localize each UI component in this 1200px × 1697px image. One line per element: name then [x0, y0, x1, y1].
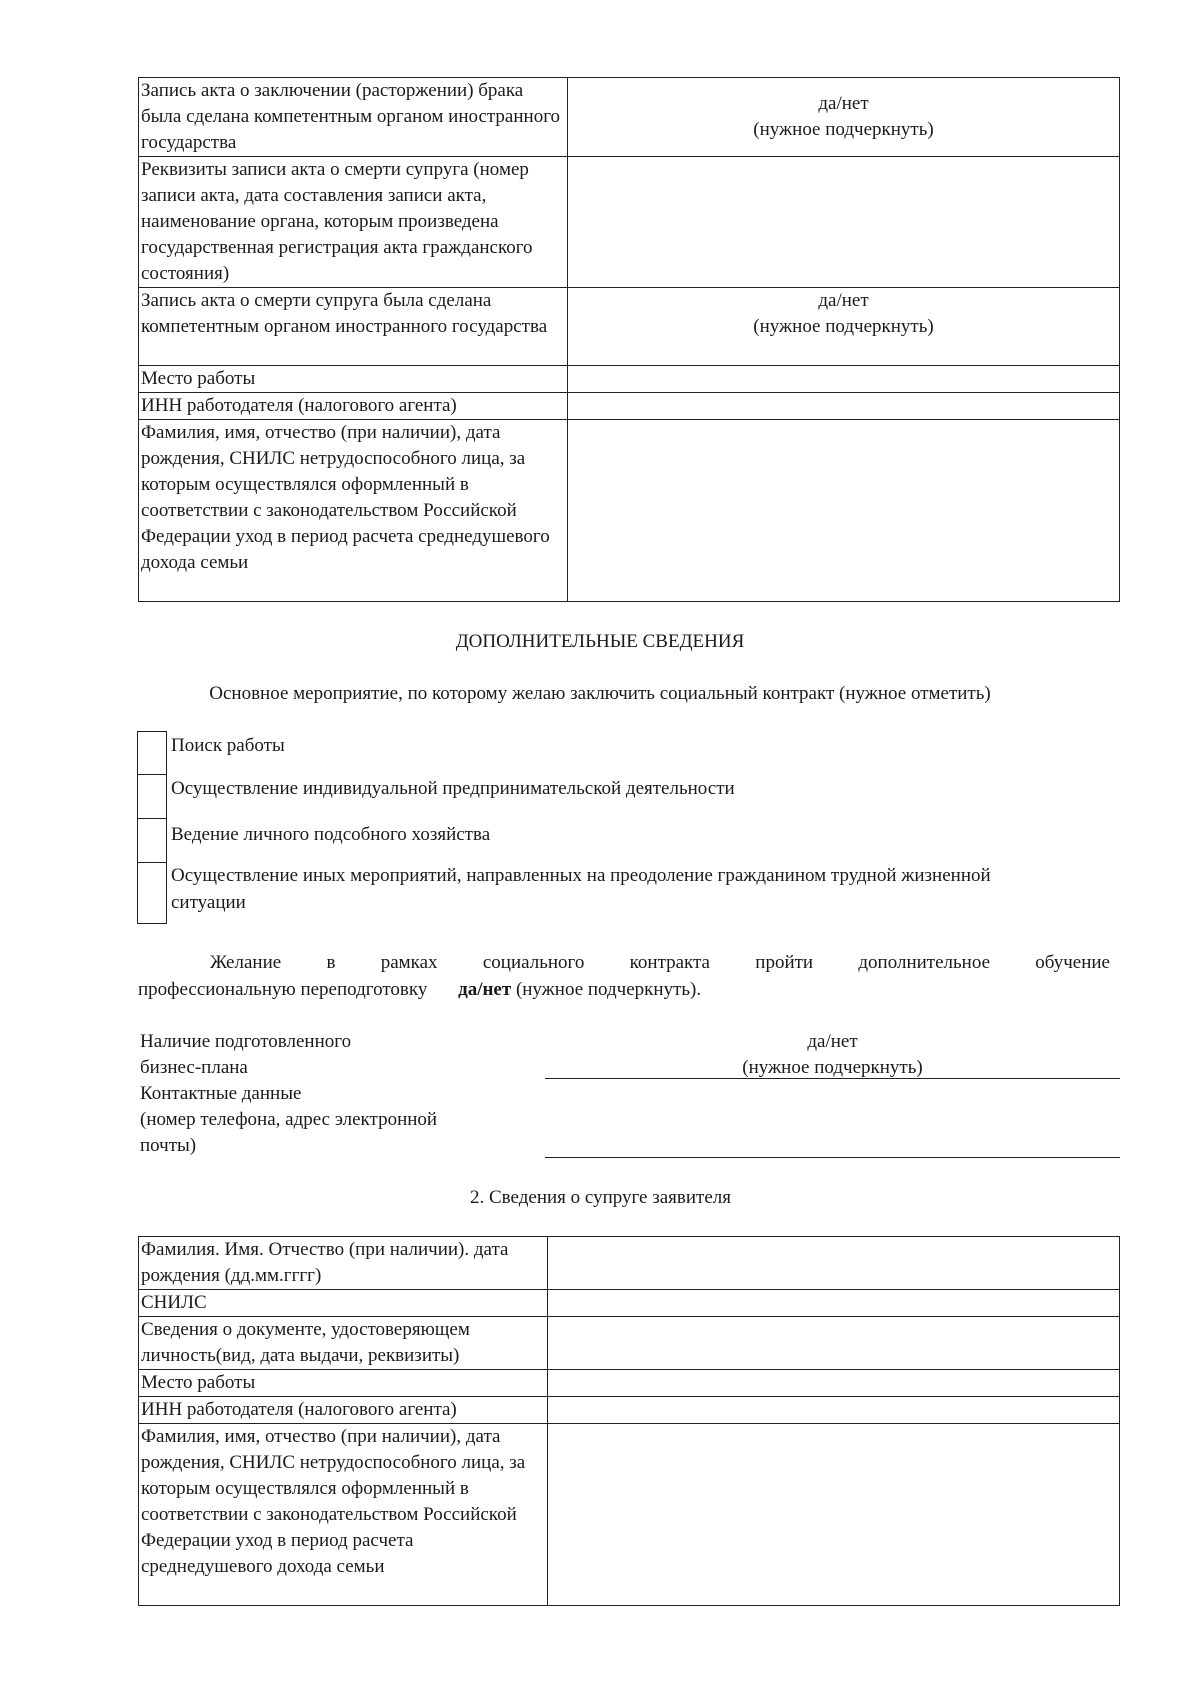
row-label: Место работы [139, 1370, 548, 1397]
additional-info-title: ДОПОЛНИТЕЛЬНЫЕ СВЕДЕНИЯ [455, 631, 745, 652]
business-plan-label-line1: Наличие подготовленного [140, 1031, 352, 1052]
option-label: Осуществление иных мероприятий, направленных на преодоление гражданином трудной жизненной [171, 865, 991, 886]
option-label: Поиск работы [171, 735, 285, 756]
row-label: Фамилия, имя, отчество (при наличии), дата рождения, СНИЛС нетрудоспособного лица, за которым осуществлялся оформленный в соответствии с законодательством Российской Федерации уход в период расчета среднедушевого дохода семьи [139, 420, 568, 602]
section2-title: 2. Сведения о супруге заявителя [470, 1187, 731, 1208]
table-row [139, 366, 1120, 393]
table-row [139, 157, 1120, 288]
value-cell[interactable] [548, 1370, 1120, 1397]
value-cell[interactable] [568, 157, 1120, 288]
table-row [139, 1397, 1120, 1424]
spouse-records-table [138, 77, 1120, 602]
training-answer[interactable]: да/нет [458, 979, 512, 1000]
contacts-label-line2: (номер телефона, адрес электронной [140, 1109, 438, 1130]
checkbox[interactable] [137, 862, 167, 924]
table-row [139, 78, 1120, 157]
main-activity-intro: Основное мероприятие, по которому желаю заключить социальный контракт (нужное отметить) [209, 683, 991, 704]
value-cell[interactable] [548, 1317, 1120, 1370]
value-cell[interactable] [568, 420, 1120, 602]
business-plan-field[interactable] [545, 1029, 1120, 1081]
checkbox[interactable] [137, 818, 167, 863]
row-label: ИНН работодателя (налогового агента) [139, 393, 568, 420]
contacts-field[interactable] [545, 1157, 1120, 1158]
row-label: Место работы [139, 366, 568, 393]
row-label: Фамилия, имя, отчество (при наличии), дата рождения, СНИЛС нетрудоспособного лица, за которым осуществлялся оформленный в соответствии с законодательством Российской Федерации уход в период расчета среднедушевого дохода семьи [139, 1424, 548, 1606]
training-wish-label: профессиональную переподготовку [138, 979, 428, 1000]
table-row [139, 288, 1120, 366]
value-cell[interactable] [548, 1237, 1120, 1290]
value-cell[interactable] [568, 366, 1120, 393]
contacts-label-line3: почты) [140, 1135, 197, 1156]
value-cell[interactable] [568, 393, 1120, 420]
yes-no-note: (нужное подчеркнуть) [753, 119, 934, 140]
row-label: Запись акта о заключении (расторжении) брака была сделана компетентным органом иностранного государства [139, 78, 568, 157]
table-row [139, 420, 1120, 602]
option-label: Ведение личного подсобного хозяйства [171, 824, 491, 845]
spouse-info-table [138, 1236, 1120, 1606]
business-plan-note: (нужное подчеркнуть) [742, 1057, 923, 1078]
table-row [139, 393, 1120, 420]
table-row [139, 1317, 1120, 1370]
table-row [139, 1370, 1120, 1397]
value-cell[interactable] [548, 1397, 1120, 1424]
row-label: Сведения о документе, удостоверяющем личность(вид, дата выдачи, реквизиты) [139, 1317, 548, 1370]
contacts-label-line1: Контактные данные [140, 1083, 302, 1104]
yes-no-field[interactable] [568, 78, 1120, 157]
row-label: ИНН работодателя (налогового агента) [139, 1397, 548, 1424]
option-label-continued: ситуации [171, 892, 246, 913]
contacts-label [140, 1081, 437, 1159]
table-row [139, 1290, 1120, 1317]
yes-no-value: да/нет [818, 93, 869, 114]
value-cell[interactable] [548, 1424, 1120, 1606]
training-note: (нужное подчеркнуть). [515, 979, 702, 1000]
row-label: Фамилия. Имя. Отчество (при наличии). дата рождения (дд.мм.гггг) [139, 1237, 548, 1290]
option-label: Осуществление индивидуальной предпринимательской деятельности [171, 778, 735, 799]
business-plan-label-line2: бизнес-плана [140, 1057, 248, 1078]
checkbox[interactable] [137, 731, 167, 775]
row-label: Запись акта о смерти супруга была сделана компетентным органом иностранного государства [139, 288, 568, 366]
checkbox[interactable] [137, 774, 167, 819]
row-label: Реквизиты записи акта о смерти супруга (номер записи акта, дата составления записи акта, наименование органа, которым произведена государственная регистрация акта гражданского состояния) [139, 157, 568, 288]
business-plan-label [140, 1029, 351, 1081]
training-wish-line: Желание в рамках социального контракта пройти дополнительное обучение [210, 952, 1110, 973]
business-plan-value: да/нет [807, 1031, 858, 1052]
table-row [139, 1237, 1120, 1290]
table-row [139, 1424, 1120, 1606]
yes-no-value: да/нет [818, 290, 869, 311]
business-plan-underline [545, 1078, 1120, 1079]
yes-no-note: (нужное подчеркнуть) [753, 316, 934, 337]
row-label: СНИЛС [139, 1290, 548, 1317]
value-cell[interactable] [548, 1290, 1120, 1317]
training-wish-line2 [138, 977, 701, 1003]
yes-no-field[interactable] [568, 288, 1120, 366]
